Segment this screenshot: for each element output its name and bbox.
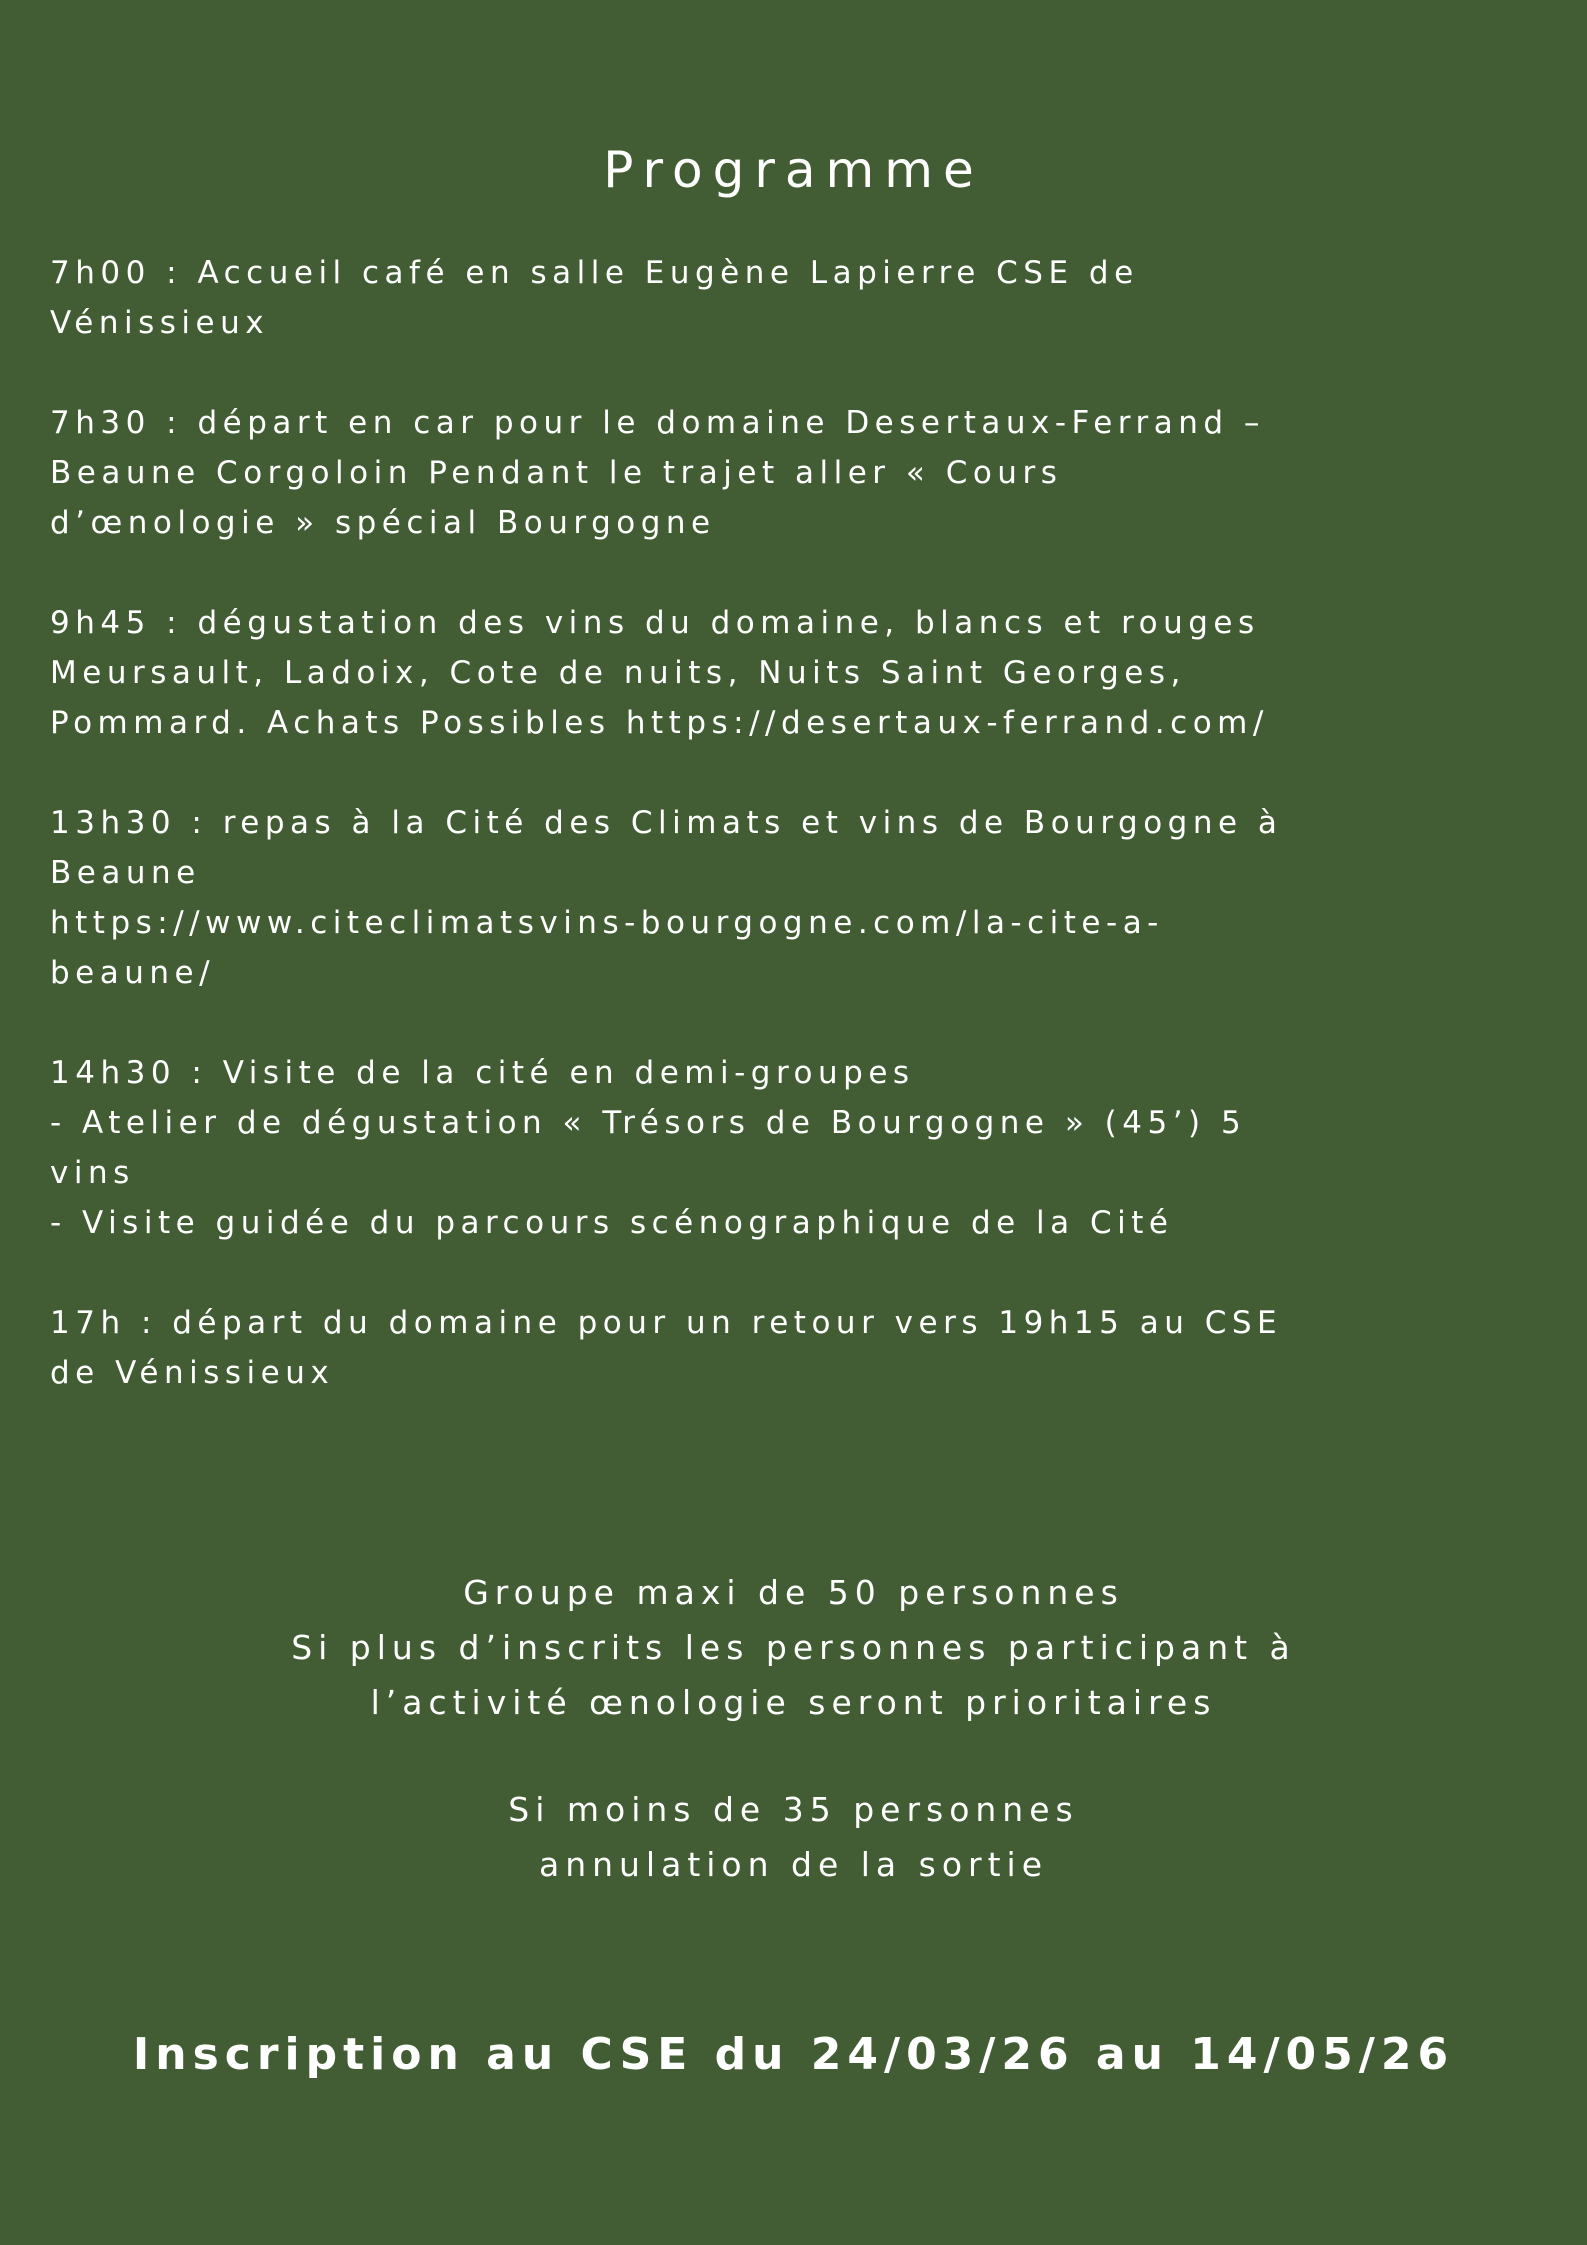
schedule-item-13h30	[50, 798, 1570, 998]
schedule-item-14h30	[50, 1048, 1570, 1248]
spacer	[0, 1730, 1587, 1782]
schedule-line: Vénissieux	[50, 305, 270, 341]
schedule-line: Meursault, Ladoix, Cote de nuits, Nuits Saint Georges,	[50, 655, 1186, 691]
program-schedule	[50, 248, 1570, 1448]
priority-note: Si plus d’inscrits les personnes participant à	[291, 1628, 1296, 1667]
group-notes	[0, 1565, 1587, 1892]
schedule-line: - Atelier de dégustation « Trésors de Bourgogne » (45’) 5	[50, 1105, 1247, 1141]
schedule-line: 13h30 : repas à la Cité des Climats et vins de Bourgogne à	[50, 805, 1283, 841]
schedule-line: 7h30 : départ en car pour le domaine Desertaux-Ferrand –	[50, 405, 1265, 441]
group-size-note: Groupe maxi de 50 personnes	[463, 1573, 1124, 1612]
schedule-item-7h00	[50, 248, 1570, 348]
minimum-note: Si moins de 35 personnes	[508, 1790, 1079, 1829]
schedule-line: 7h00 : Accueil café en salle Eugène Lapierre CSE de	[50, 255, 1139, 291]
schedule-line: Pommard. Achats Possibles https://desertaux-ferrand.com/	[50, 705, 1269, 741]
cancellation-note: annulation de la sortie	[538, 1845, 1049, 1884]
schedule-line: d’œnologie » spécial Bourgogne	[50, 505, 716, 541]
schedule-line: https://www.citeclimatsvins-bourgogne.com/la-cite-a-	[50, 905, 1164, 941]
schedule-line: beaune/	[50, 955, 216, 991]
schedule-line: 17h : départ du domaine pour un retour vers 19h15 au CSE	[50, 1305, 1283, 1341]
priority-note: l’activité œnologie seront prioritaires	[370, 1683, 1217, 1722]
schedule-line: Beaune Corgoloin Pendant le trajet aller « Cours	[50, 455, 1063, 491]
schedule-line: de Vénissieux	[50, 1355, 335, 1391]
schedule-item-17h	[50, 1298, 1570, 1398]
schedule-line: 14h30 : Visite de la cité en demi-groupes	[50, 1055, 915, 1091]
schedule-line: Beaune	[50, 855, 201, 891]
page-title: Programme	[603, 141, 984, 199]
schedule-line: 9h45 : dégustation des vins du domaine, blancs et rouges	[50, 605, 1260, 641]
schedule-line: - Visite guidée du parcours scénographique de la Cité	[50, 1205, 1174, 1241]
schedule-item-7h30	[50, 398, 1570, 548]
schedule-line: vins	[50, 1155, 135, 1191]
registration-dates: Inscription au CSE du 24/03/26 au 14/05/26	[132, 2029, 1455, 2080]
schedule-item-9h45	[50, 598, 1570, 748]
